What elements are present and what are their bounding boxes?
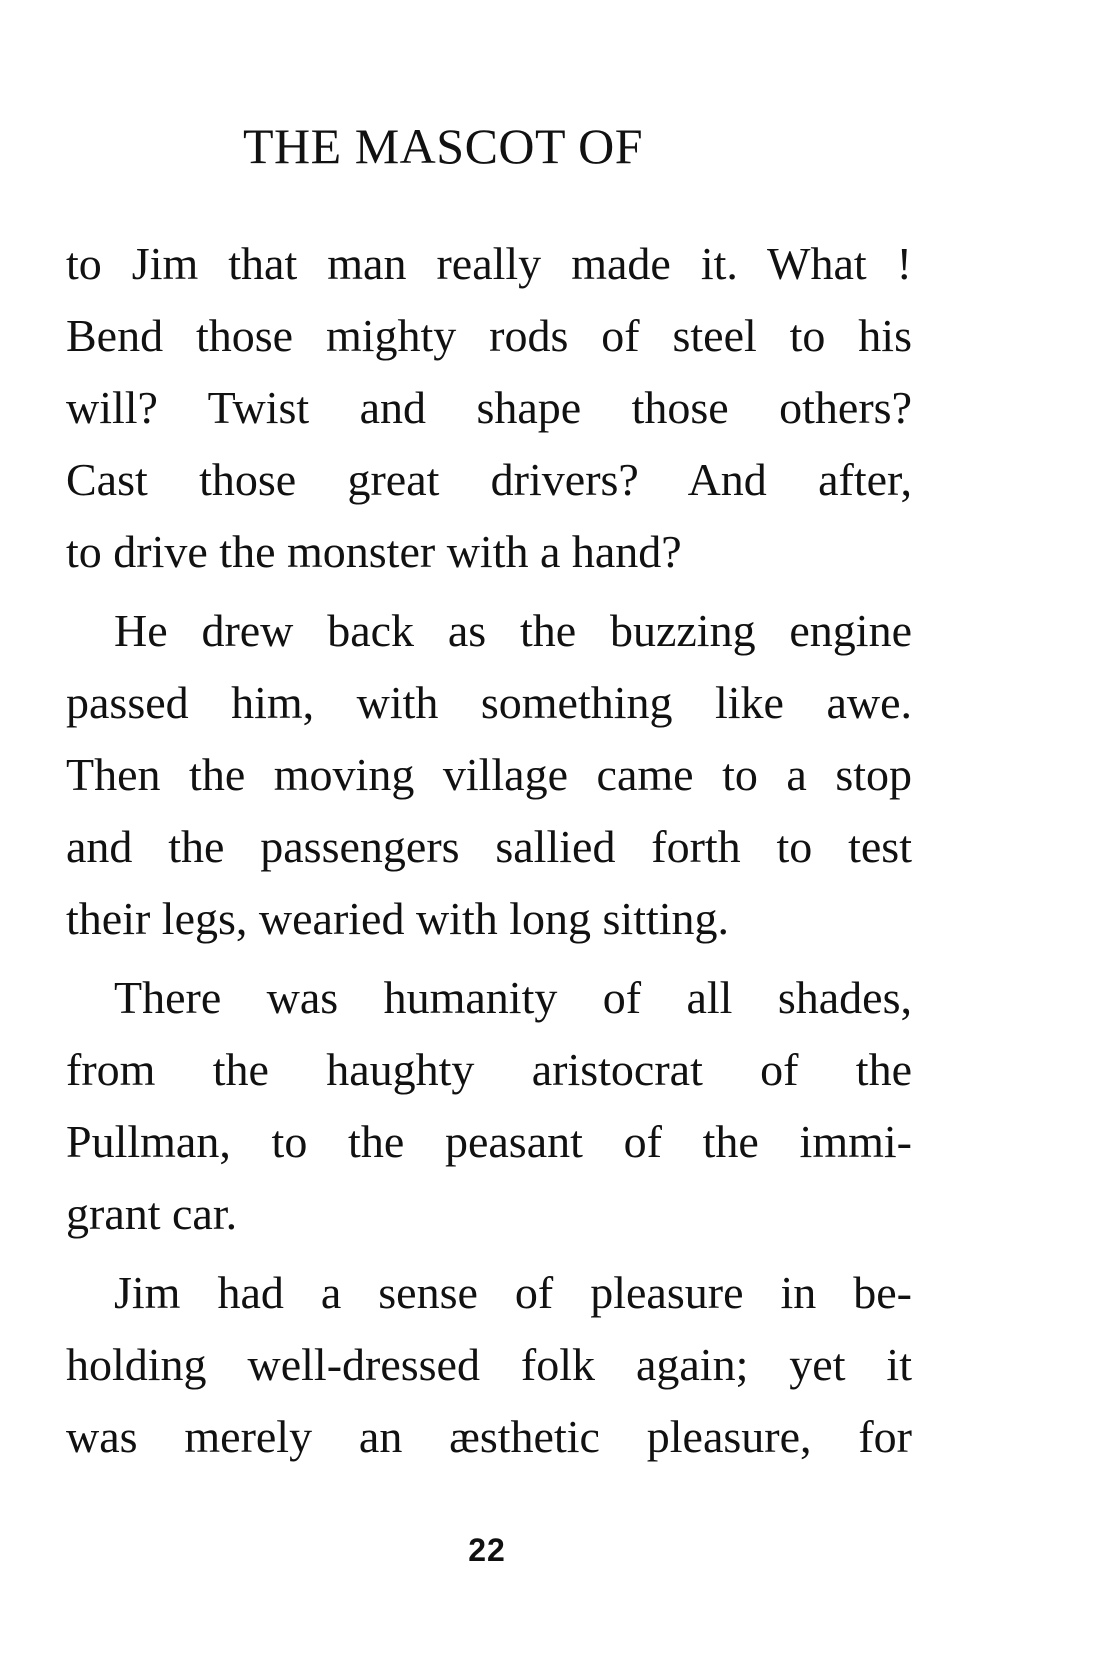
running-head: THE MASCOT OF: [243, 118, 644, 174]
text-line: their legs, wearied with long sitting.: [66, 893, 730, 944]
text-line: Jim had a sense of pleasure in be-: [114, 1267, 912, 1318]
page-number: [0, 1530, 1094, 1570]
paragraph-2: [66, 595, 912, 955]
text-line: was merely an æsthetic pleasure, for: [66, 1411, 912, 1462]
paragraph-4: [66, 1257, 912, 1473]
text-line: to drive the monster with a hand?: [66, 526, 682, 577]
text-line: He drew back as the buzzing engine: [114, 605, 912, 656]
body-text: [66, 228, 912, 1473]
text-line: There was humanity of all shades,: [114, 972, 912, 1023]
text-line: from the haughty aristocrat of the: [66, 1044, 912, 1095]
text-line: holding well-dressed folk again; yet it: [66, 1339, 912, 1390]
text-line: Then the moving village came to a stop: [66, 749, 912, 800]
text-line: passed him, with something like awe.: [66, 677, 912, 728]
paragraph-1: [66, 228, 912, 588]
page-number-text: 22: [468, 1532, 506, 1568]
text-line: grant car.: [66, 1188, 238, 1239]
text-line: to Jim that man really made it. What !: [66, 238, 912, 289]
text-line: Pullman, to the peasant of the immi-: [66, 1116, 912, 1167]
text-line: Cast those great drivers? And after,: [66, 454, 912, 505]
text-line: Bend those mighty rods of steel to his: [66, 310, 912, 361]
paragraph-3: [66, 962, 912, 1250]
text-line: and the passengers sallied forth to test: [66, 821, 912, 872]
text-line: will? Twist and shape those others?: [66, 382, 912, 433]
